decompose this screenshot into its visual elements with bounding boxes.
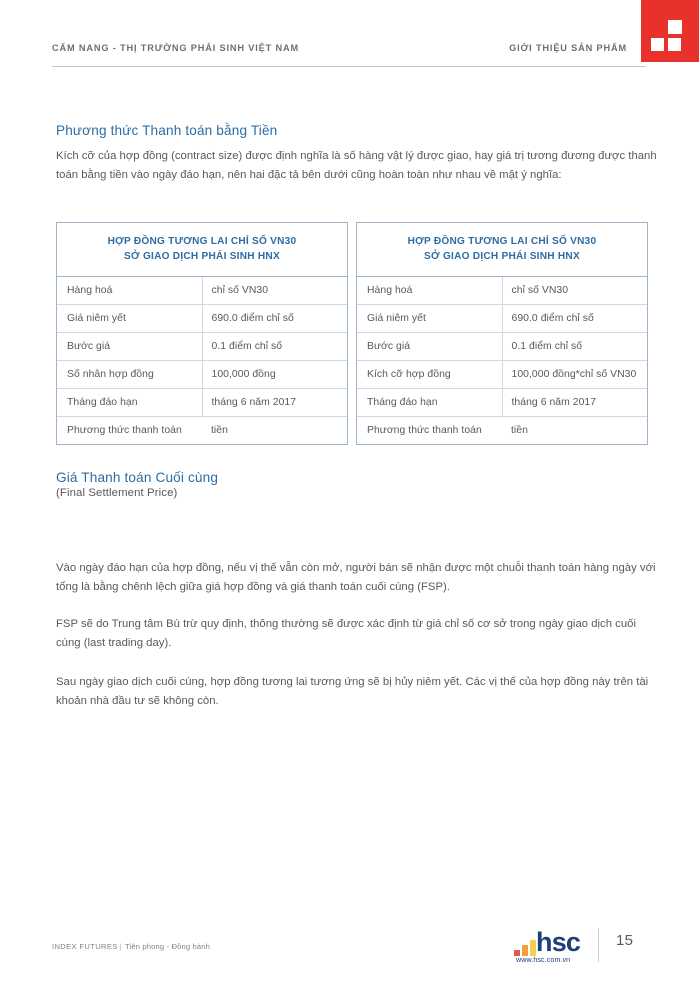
row-label: Kích cỡ hợp đồng xyxy=(357,361,502,389)
header-title-right: GIỚI THIỆU SẢN PHẨM xyxy=(509,43,627,53)
section-title-final-settlement-price: Giá Thanh toán Cuối cùng xyxy=(56,470,219,486)
section-subtitle-final-settlement-price: (Final Settlement Price) xyxy=(56,487,178,499)
row-value: chỉ số VN30 xyxy=(202,277,347,305)
body-paragraph-3: Sau ngày giao dịch cuối cùng, hợp đồng tương lai tương ứng sẽ bị hủy niêm yết. Các vị thế của hợp đồng này trên tài khoản nhà đầu tư sẽ không còn. xyxy=(56,676,649,708)
logo-square-bottom-left xyxy=(651,38,664,51)
hsc-website-url: www.hsc.com.vn xyxy=(516,956,571,964)
contract-spec-table-right xyxy=(356,222,648,445)
header-title-left: CẨM NANG - THỊ TRƯỜNG PHÁI SINH VIỆT NAM xyxy=(52,43,299,53)
row-value: tiền xyxy=(211,425,228,436)
page-header xyxy=(0,0,699,90)
row-label: Hàng hoá xyxy=(357,277,502,305)
table-right-header-line1: HỢP ĐỒNG TƯƠNG LAI CHỈ SỐ VN30 xyxy=(407,236,597,247)
row-label: Tháng đáo hạn xyxy=(357,389,502,417)
row-value: 100,000 đồng*chỉ số VN30 xyxy=(502,361,647,389)
row-value: 690.0 điểm chỉ số xyxy=(202,305,347,333)
row-label: Tháng đáo hạn xyxy=(57,389,202,417)
table-row xyxy=(357,277,647,305)
table-row xyxy=(357,417,647,445)
table-row xyxy=(357,305,647,333)
table-row xyxy=(357,361,647,389)
row-label: Giá niêm yết xyxy=(357,305,502,333)
hsc-wordmark-logo xyxy=(514,926,610,968)
table-right-header-line2: SỞ GIAO DỊCH PHÁI SINH HNX xyxy=(424,251,580,262)
body-paragraph-2: FSP sẽ do Trung tâm Bù trừ quy định, thông thường sẽ được xác định từ giá chỉ số cơ sở trong ngày giao dịch cuối cùng (last trading day). xyxy=(56,618,636,650)
row-label: Số nhân hợp đồng xyxy=(57,361,202,389)
hsc-square-mark-icon xyxy=(641,0,699,62)
row-label: Bước giá xyxy=(357,333,502,361)
row-value: 0.1 điểm chỉ số xyxy=(202,333,347,361)
body-paragraph-1: Vào ngày đáo hạn của hợp đồng, nếu vị thế vẫn còn mở, người bán sẽ nhận được một chuỗi thanh toán hàng ngày với tổng là bằng chênh lệch giữa giá hợp đồng và giá thanh toán cuối cùng (FSP). xyxy=(56,562,656,594)
table-row xyxy=(57,333,347,361)
header-divider xyxy=(52,66,646,67)
row-value: 690.0 điểm chỉ số xyxy=(502,305,647,333)
row-label: Bước giá xyxy=(57,333,202,361)
row-label: Phương thức thanh toán xyxy=(367,425,482,436)
table-left-header-line2: SỞ GIAO DỊCH PHÁI SINH HNX xyxy=(124,251,280,262)
row-value: tháng 6 năm 2017 xyxy=(202,389,347,417)
table-right-header xyxy=(357,223,647,277)
row-value: tháng 6 năm 2017 xyxy=(502,389,647,417)
row-value: tiền xyxy=(511,425,528,436)
footer-caption xyxy=(52,942,210,951)
logo-square-top xyxy=(668,20,682,34)
intro-paragraph: Kích cỡ của hợp đồng (contract size) được định nghĩa là số hàng vật lý được giao, hay giá trị tương đương được thanh toán bằng tiền vào ngày đáo hạn, nên hai đặc tả bên dưới cũng hoàn toàn như nhau về mặt ý nghĩa: xyxy=(56,150,657,182)
logo-square-bottom-right xyxy=(668,38,681,51)
bar-2 xyxy=(522,945,528,956)
row-label: Hàng hoá xyxy=(57,277,202,305)
footer-vertical-divider xyxy=(598,928,599,962)
row-value: 0.1 điểm chỉ số xyxy=(502,333,647,361)
page-footer xyxy=(0,920,699,992)
footer-doc-label: INDEX FUTURES xyxy=(52,942,118,951)
table-row xyxy=(357,389,647,417)
table-row xyxy=(357,333,647,361)
row-label: Giá niêm yết xyxy=(57,305,202,333)
table-row xyxy=(57,277,347,305)
table-row xyxy=(57,305,347,333)
hsc-wordmark-text: hsc xyxy=(536,927,581,957)
contract-spec-table-left xyxy=(56,222,348,445)
section-title-payment-method: Phương thức Thanh toán bằng Tiền xyxy=(56,123,278,139)
table-left-header-line1: HỢP ĐỒNG TƯƠNG LAI CHỈ SỐ VN30 xyxy=(107,236,297,247)
row-label: Phương thức thanh toán xyxy=(67,425,182,436)
row-value: 100,000 đồng xyxy=(202,361,347,389)
table-row xyxy=(57,417,347,445)
footer-separator: | xyxy=(119,942,123,951)
footer-tagline: Tiên phong - Đồng hành xyxy=(125,942,210,951)
row-value: chỉ số VN30 xyxy=(502,277,647,305)
table-row xyxy=(57,361,347,389)
table-row xyxy=(57,389,347,417)
page-number: 15 xyxy=(616,932,634,949)
table-left-header xyxy=(57,223,347,277)
